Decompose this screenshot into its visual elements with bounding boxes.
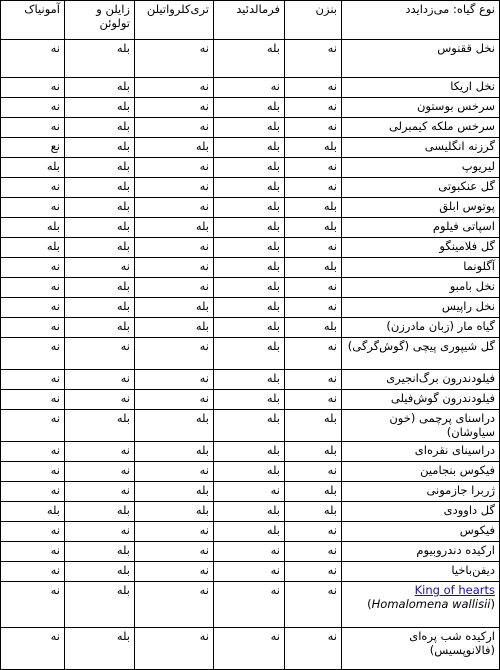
cell-formaldehyde: نه [214,542,285,562]
cell-ammonia: نه [1,562,65,582]
cell-trichloroethylene: بله [135,442,214,462]
cell-xylene: بله [65,628,135,670]
cell-benzene: نه [285,390,342,410]
cell-trichloroethylene: نه [135,582,214,628]
cell-formaldehyde: بله [214,442,285,462]
cell-trichloroethylene: نه [135,78,214,98]
cell-trichloroethylene: نه [135,158,214,178]
cell-benzene: بله [285,198,342,218]
cell-xylene: بله [65,218,135,238]
cell-xylene: نه [65,462,135,482]
cell-ammonia: نه [1,628,65,670]
table-row [1,298,500,318]
cell-plant-name: فیلودندرون گوش‌فیلی [342,390,500,410]
cell-xylene: بله [65,562,135,582]
cell-xylene: بله [65,118,135,138]
cell-xylene: بله [65,78,135,98]
cell-plant-name: گل داوودی [342,502,500,522]
cell-plant-name: لیریوپ [342,158,500,178]
cell-plant-name: سرخس بوستون [342,98,500,118]
cell-trichloroethylene: بله [135,318,214,338]
cell-benzene: بله [285,442,342,462]
cell-ammonia: نه [1,318,65,338]
table-row [1,542,500,562]
cell-ammonia: نه [1,278,65,298]
table-row [1,502,500,522]
cell-formaldehyde: بله [214,218,285,238]
cell-trichloroethylene: نه [135,118,214,138]
cell-xylene: نه [65,522,135,542]
cell-plant-name: سرخس ملکه کیمبرلی [342,118,500,138]
cell-plant-name: اسپاتی فیلوم [342,218,500,238]
cell-ammonia: نه [1,442,65,462]
table-row [1,628,500,670]
cell-formaldehyde: بله [214,338,285,370]
table-row [1,462,500,482]
cell-plant-name: گرزنه انگلیسی [342,138,500,158]
cell-ammonia: نع [1,138,65,158]
cell-plant-name: گل فلامینگو [342,238,500,258]
cell-xylene: بله [65,542,135,562]
table-row [1,370,500,390]
cell-formaldehyde: بله [214,178,285,198]
table-row [1,218,500,238]
cell-ammonia: نه [1,410,65,442]
cell-trichloroethylene: بله [135,410,214,442]
paren-open: ( [367,597,372,611]
cell-plant-name: نخل بامبو [342,278,500,298]
cell-xylene: بله [65,178,135,198]
plant-name-latin [367,583,495,611]
cell-benzene: نه [285,522,342,542]
cell-benzene: نه [285,542,342,562]
cell-plant-name [342,582,500,628]
table-row [1,138,500,158]
cell-formaldehyde: بله [214,278,285,298]
table-row [1,278,500,298]
cell-plant-name: ارکیده شب پره‌ای (فالانوپسیس) [342,628,500,670]
header-formaldehyde: فرمالدئید [214,1,285,40]
cell-xylene: بله [65,238,135,258]
cell-benzene: نه [285,562,342,582]
cell-plant-name: نخل راپیس [342,298,500,318]
cell-xylene: بله [65,198,135,218]
cell-benzene: نه [285,40,342,78]
cell-trichloroethylene: بله [135,298,214,318]
cell-trichloroethylene: نه [135,178,214,198]
cell-plant-name: ژربرا جازمونی [342,482,500,502]
cell-ammonia: نه [1,338,65,370]
cell-ammonia: نه [1,370,65,390]
cell-xylene: بله [65,40,135,78]
header-trichloroethylene: تری‌کلرواتیلن [135,1,214,40]
cell-trichloroethylene: نه [135,98,214,118]
cell-ammonia: نه [1,198,65,218]
cell-ammonia: نه [1,482,65,502]
cell-benzene: نه [285,582,342,628]
cell-trichloroethylene: نه [135,390,214,410]
cell-benzene: نه [285,628,342,670]
cell-ammonia: نه [1,582,65,628]
cell-xylene: بله [65,138,135,158]
table-row [1,442,500,462]
cell-formaldehyde: بله [214,258,285,278]
cell-xylene: نه [65,442,135,462]
table-row [1,198,500,218]
cell-formaldehyde: بله [214,198,285,218]
table-row [1,258,500,278]
cell-trichloroethylene: نه [135,522,214,542]
paren-close: ) [490,597,495,611]
cell-xylene: نه [65,338,135,370]
cell-trichloroethylene: نه [135,370,214,390]
cell-trichloroethylene: نه [135,238,214,258]
cell-trichloroethylene: بله [135,502,214,522]
cell-trichloroethylene: نه [135,628,214,670]
cell-formaldehyde: بله [214,298,285,318]
cell-benzene: نه [285,278,342,298]
cell-ammonia: نه [1,178,65,198]
cell-plant-name: دراسنای پرچمی (خون سیاوشان) [342,410,500,442]
table-row [1,562,500,582]
cell-formaldehyde: بله [214,138,285,158]
cell-formaldehyde: نه [214,78,285,98]
cell-plant-name: نخل ققنوس [342,40,500,78]
scientific-name: Homalomena wallisii [371,597,491,611]
cell-trichloroethylene: نه [135,462,214,482]
cell-trichloroethylene: بله [135,218,214,238]
cell-benzene: نه [285,298,342,318]
cell-xylene: بله [65,410,135,442]
cell-ammonia: بله [1,158,65,178]
table-row [1,98,500,118]
cell-ammonia: نه [1,298,65,318]
cell-formaldehyde: بله [214,502,285,522]
cell-benzene: بله [285,258,342,278]
cell-benzene: نه [285,158,342,178]
cell-benzene: بله [285,138,342,158]
cell-xylene: بله [65,298,135,318]
cell-formaldehyde: بله [214,318,285,338]
cell-plant-name: آگلونما [342,258,500,278]
cell-ammonia: نه [1,258,65,278]
cell-trichloroethylene: نه [135,562,214,582]
cell-plant-name: نخل اریکا [342,78,500,98]
table-row [1,338,500,370]
header-xylene-toluene: زایلن و تولوئن [65,1,135,40]
cell-formaldehyde: بله [214,98,285,118]
header-ammonia: آمونیاک [1,1,65,40]
table-row [1,410,500,442]
cell-xylene: بله [65,278,135,298]
cell-formaldehyde: بله [214,158,285,178]
table-row [1,178,500,198]
cell-xylene: نه [65,390,135,410]
cell-formaldehyde: بله [214,40,285,78]
cell-formaldehyde: بله [214,118,285,138]
cell-xylene: بله [65,158,135,178]
table-header-row [1,1,500,40]
cell-plant-name: ارکیده دندروبیوم [342,542,500,562]
cell-plant-name: فیکوس [342,522,500,542]
cell-formaldehyde: بله [214,238,285,258]
table-row [1,318,500,338]
cell-ammonia: بله [1,502,65,522]
cell-ammonia: نه [1,118,65,138]
cell-formaldehyde: بله [214,370,285,390]
cell-benzene: نه [285,462,342,482]
cell-ammonia: نه [1,98,65,118]
cell-benzene: نه [285,338,342,370]
cell-ammonia: نه [1,390,65,410]
cell-xylene: نه [65,258,135,278]
cell-formaldehyde: بله [214,462,285,482]
cell-trichloroethylene: نه [135,338,214,370]
cell-benzene: نه [285,118,342,138]
table-row [1,40,500,78]
cell-plant-name: گل عنکبوتی [342,178,500,198]
cell-benzene: نه [285,238,342,258]
cell-trichloroethylene: بله [135,482,214,502]
table-row [1,390,500,410]
cell-benzene: بله [285,410,342,442]
cell-formaldehyde: بله [214,390,285,410]
plant-name-link[interactable]: King of hearts [414,583,495,597]
cell-plant-name: گل شیپوری پیچی (گوش‌گرگی) [342,338,500,370]
cell-plant-name: گیاه مار (زبان مادرزن) [342,318,500,338]
cell-xylene: بله [65,582,135,628]
cell-ammonia: نه [1,78,65,98]
table-row [1,522,500,542]
cell-xylene: بله [65,502,135,522]
table-row [1,582,500,628]
cell-trichloroethylene: بله [135,138,214,158]
cell-ammonia: بله [1,238,65,258]
cell-formaldehyde: نه [214,628,285,670]
cell-ammonia: نه [1,522,65,542]
table-row [1,118,500,138]
cell-trichloroethylene: نه [135,40,214,78]
table-body [1,40,500,670]
cell-formaldehyde: بله [214,522,285,542]
cell-formaldehyde: نه [214,582,285,628]
cell-plant-name: دراسینای نقره‌ای [342,442,500,462]
cell-trichloroethylene: نه [135,258,214,278]
cell-ammonia: بله [1,218,65,238]
table-row [1,238,500,258]
table-row [1,78,500,98]
cell-benzene: نه [285,178,342,198]
cell-ammonia: نه [1,542,65,562]
header-benzene: بنزن [285,1,342,40]
cell-benzene: نه [285,370,342,390]
cell-xylene: بله [65,318,135,338]
cell-plant-name: فیلودندرون برگ‌انجیری [342,370,500,390]
cell-benzene: بله [285,318,342,338]
cell-ammonia: نه [1,40,65,78]
cell-plant-name: دیفن‌باخیا [342,562,500,582]
cell-xylene: نه [65,482,135,502]
table-row [1,482,500,502]
cell-plant-name: فیکوس بنجامین [342,462,500,482]
cell-xylene: نه [65,370,135,390]
header-plant-type: نوع گیاه: می‌زدایدد [342,1,500,40]
cell-benzene: بله [285,502,342,522]
cell-benzene: نه [285,98,342,118]
cell-formaldehyde: بله [214,410,285,442]
cell-benzene: نه [285,78,342,98]
cell-plant-name: پوتوس ابلق [342,198,500,218]
cell-trichloroethylene: نه [135,542,214,562]
cell-benzene: بله [285,218,342,238]
cell-benzene: بله [285,482,342,502]
cell-formaldehyde: نه [214,562,285,582]
cell-xylene: بله [65,98,135,118]
cell-trichloroethylene: نه [135,278,214,298]
cell-formaldehyde: نه [214,482,285,502]
cell-trichloroethylene: نه [135,198,214,218]
cell-ammonia: نه [1,462,65,482]
table-row [1,158,500,178]
